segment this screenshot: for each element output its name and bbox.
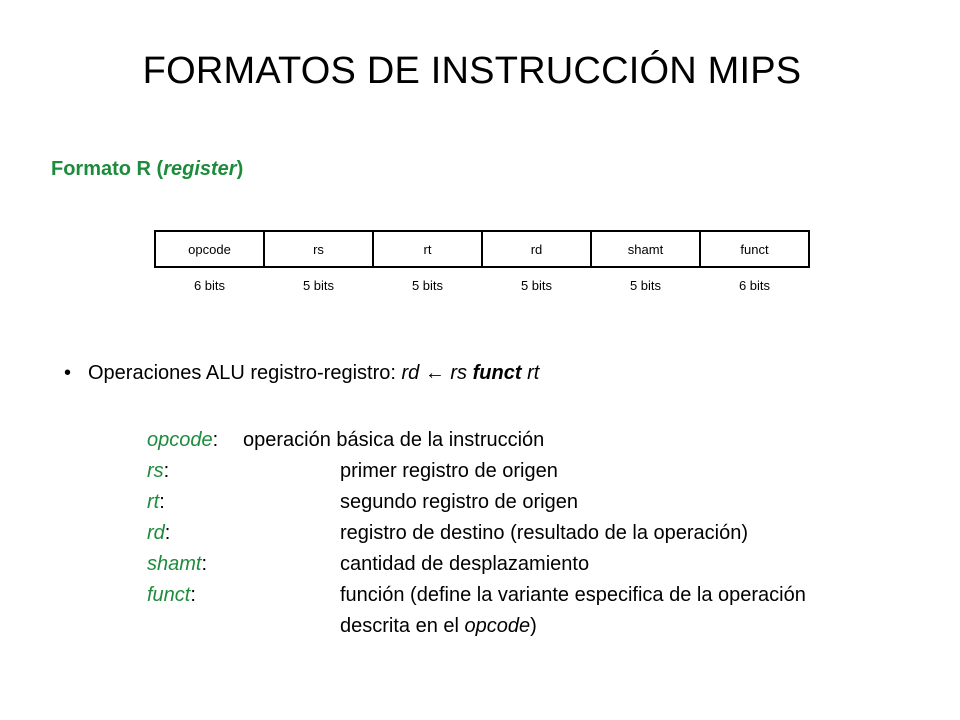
definition-desc: primer registro de origen (340, 460, 558, 482)
subtitle-prefix: Formato R ( (51, 158, 164, 180)
bullet-label: Operaciones ALU registro-registro: (88, 362, 402, 384)
definition-term: opcode (147, 429, 213, 451)
definition-sep: : (201, 553, 208, 575)
definition-term: shamt (147, 553, 202, 575)
field-rs: rs (264, 231, 373, 267)
definition-desc: función (define la variante especifica de la operación (340, 584, 806, 606)
continuation-prefix: descrita en el (340, 615, 465, 637)
definition-sep: : (190, 584, 196, 606)
definition-sep: : (159, 491, 165, 513)
field-rd: rd (482, 231, 591, 267)
expr-rs: rs (450, 362, 468, 384)
bits-opcode: 6 bits (193, 277, 226, 293)
definition-opcode (147, 425, 545, 456)
subtitle-suffix: ) (236, 158, 244, 180)
expr-funct: funct (472, 362, 522, 384)
subtitle-italic: register (163, 158, 237, 180)
definition-continuation (147, 611, 537, 642)
bits-rd: 5 bits (520, 277, 553, 293)
bits-rt: 5 bits (411, 277, 444, 293)
field-funct: funct (700, 231, 809, 267)
field-rt: rt (373, 231, 482, 267)
definition-desc: cantidad de desplazamiento (340, 553, 590, 575)
field-shamt: shamt (591, 231, 700, 267)
continuation-suffix: ) (530, 615, 537, 637)
definition-desc: registro de destino (resultado de la operación) (340, 522, 749, 544)
definition-sep: : (212, 429, 219, 451)
definition-desc: segundo registro de origen (340, 491, 578, 513)
slide-title: FORMATOS DE INSTRUCCIÓN MIPS (142, 50, 802, 92)
definition-rd (147, 518, 749, 549)
field-opcode: opcode (155, 231, 264, 267)
expr-rd: rd (401, 362, 420, 384)
bits-funct: 6 bits (738, 277, 771, 293)
continuation-italic: opcode (464, 615, 531, 637)
definition-sep: : (164, 522, 171, 544)
definition-funct (147, 580, 806, 611)
definition-list (147, 425, 806, 642)
bits-shamt: 5 bits (629, 277, 662, 293)
bits-rs: 5 bits (302, 277, 335, 293)
definition-shamt (147, 549, 590, 580)
bullet-marker: • (64, 362, 72, 384)
expr-rt: rt (527, 362, 540, 384)
definition-sep: : (163, 460, 170, 482)
definition-rt (147, 487, 578, 518)
bullet-text (88, 362, 539, 385)
definition-term: rs (147, 460, 164, 482)
bits-row (155, 267, 809, 302)
left-arrow-icon: ← (424, 362, 445, 384)
definition-desc: operación básica de la instrucción (243, 429, 545, 451)
field-row (155, 231, 809, 267)
definition-term: rt (147, 491, 160, 513)
definition-rs (147, 456, 558, 487)
continuation-text (340, 611, 537, 642)
r-format-table (154, 230, 810, 302)
definition-term: funct (147, 584, 191, 606)
format-subtitle (51, 158, 243, 181)
definition-term: rd (147, 522, 165, 544)
